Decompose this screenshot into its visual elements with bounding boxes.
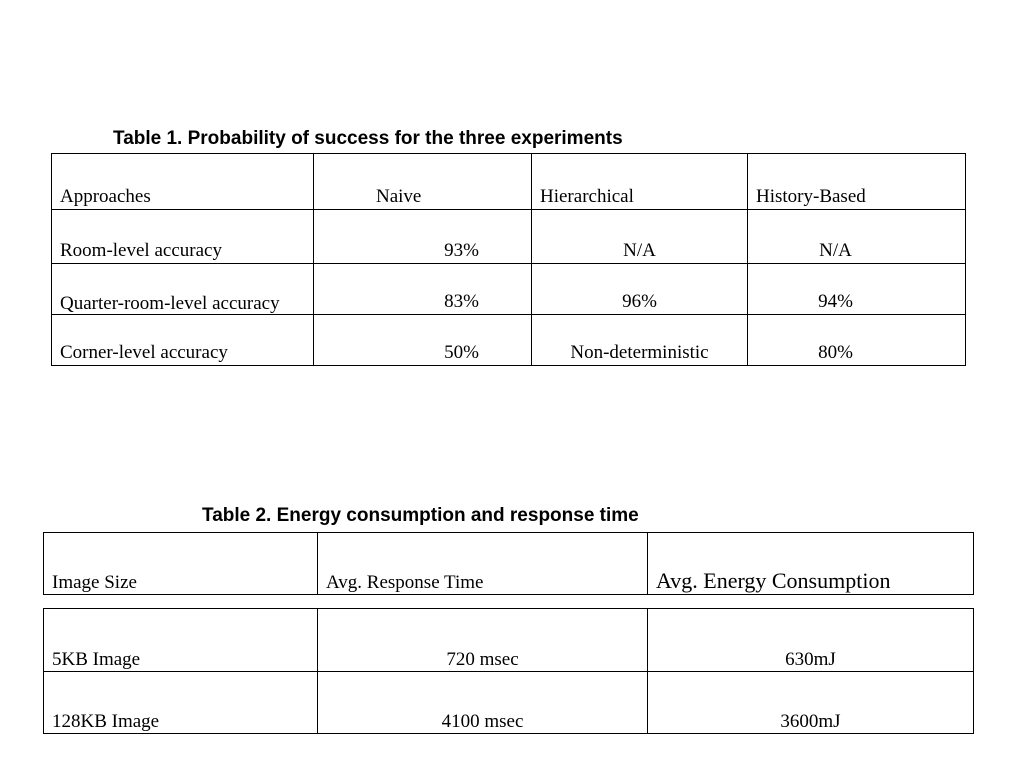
table1-header-naive: Naive — [314, 154, 532, 210]
table2-caption: Table 2. Energy consumption and response time — [202, 505, 639, 526]
table1-cell: N/A — [748, 210, 966, 264]
table1-cell: 83% — [314, 264, 532, 315]
table2-header-energy: Avg. Energy Consumption — [648, 533, 974, 595]
table1-header-approaches: Approaches — [52, 154, 314, 210]
table-row — [52, 264, 966, 315]
table2-cell: 630mJ — [648, 609, 974, 672]
table-row — [44, 609, 974, 672]
table1-row-label: Corner-level accuracy — [52, 315, 314, 366]
table2-header-row — [44, 533, 974, 595]
table1-cell: 93% — [314, 210, 532, 264]
table1-row-label — [52, 264, 314, 315]
table-row — [52, 315, 966, 366]
table2-header-image-size: Image Size — [44, 533, 318, 595]
table2-cell: 3600mJ — [648, 672, 974, 734]
table1-cell: N/A — [532, 210, 748, 264]
table1-cell: 80% — [748, 315, 966, 366]
table2-cell: 720 msec — [318, 609, 648, 672]
table1-header-row — [52, 154, 966, 210]
table1-cell: Non-deterministic — [532, 315, 748, 366]
table2-cell: 4100 msec — [318, 672, 648, 734]
table1-row-label-text: Quarter-room-level accuracy — [60, 293, 280, 314]
table1 — [51, 153, 966, 366]
table2-body — [43, 608, 974, 734]
table1-cell: 96% — [532, 264, 748, 315]
table-row — [52, 210, 966, 264]
table2-header — [43, 532, 974, 595]
table1-cell: 94% — [748, 264, 966, 315]
table-row — [44, 672, 974, 734]
table1-cell: 50% — [314, 315, 532, 366]
table1-header-hierarchical: Hierarchical — [532, 154, 748, 210]
table1-row-label: Room-level accuracy — [52, 210, 314, 264]
table2-header-response-time: Avg. Response Time — [318, 533, 648, 595]
table2-row-label: 5KB Image — [44, 609, 318, 672]
table1-caption: Table 1. Probability of success for the three experiments — [113, 128, 623, 149]
table2-row-label: 128KB Image — [44, 672, 318, 734]
table1-header-history-based: History-Based — [748, 154, 966, 210]
